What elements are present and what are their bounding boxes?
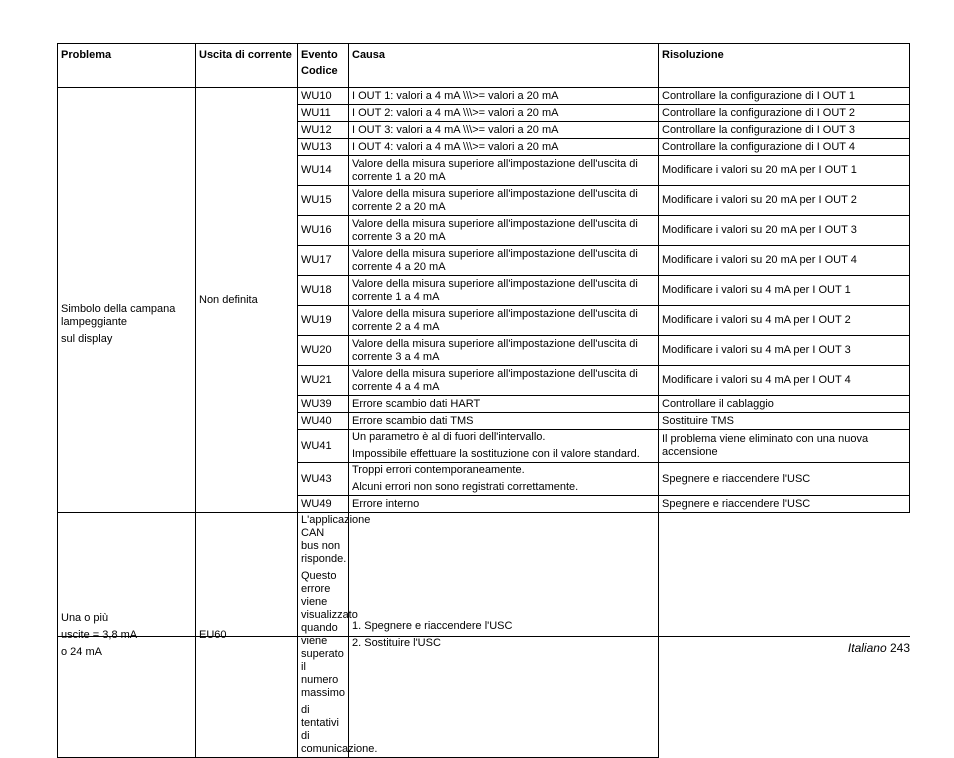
- solution-line: Controllare la configurazione di I OUT 1: [662, 89, 856, 102]
- solution-line: Controllare la configurazione di I OUT 3: [662, 123, 856, 136]
- cause-line: Errore interno: [352, 497, 420, 510]
- solution-line: Modificare i valori su 4 mA per I OUT 1: [662, 284, 851, 296]
- solution-cell: [659, 122, 910, 139]
- solution-line: Modificare i valori su 20 mA per I OUT 3: [662, 224, 857, 236]
- cause-cell: [349, 336, 659, 366]
- cause-cell: [298, 513, 378, 758]
- cause-cell: [349, 139, 659, 156]
- table-row-eu60: [58, 513, 910, 758]
- solution-line: Controllare la configurazione di I OUT 4: [662, 140, 856, 153]
- solution-line: 1. Spegnere e riaccendere l'USC: [352, 620, 513, 632]
- cause-cell: [349, 246, 659, 276]
- cause-cell: [349, 463, 659, 496]
- solution-line: Il problema viene eliminato con una nuova accensione: [662, 433, 869, 458]
- event-code-cell: WU16: [298, 216, 349, 246]
- solution-cell: [659, 496, 910, 513]
- solution-line: Modificare i valori su 20 mA per I OUT 1: [662, 164, 857, 176]
- cause-line: I OUT 4: valori a 4 mA \\\>= valori a 20 mA: [352, 140, 559, 153]
- solution-line: Modificare i valori su 4 mA per I OUT 4: [662, 374, 851, 386]
- solution-cell: [659, 139, 910, 156]
- problem-line: Simbolo della campana lampeggiante: [61, 303, 176, 328]
- cause-cell: [349, 430, 659, 463]
- solution-cell: [349, 513, 659, 758]
- event-code-cell: WU11: [298, 105, 349, 122]
- cause-line: Valore della misura superiore all'impostazione dell'uscita di corrente 3 a 4 mA: [352, 337, 638, 363]
- header-event-line2: Codice: [301, 65, 338, 77]
- solution-line: Modificare i valori su 20 mA per I OUT 4: [662, 254, 857, 266]
- output-cell-group1: Non definita: [196, 88, 298, 513]
- cause-cell: [349, 396, 659, 413]
- cause-line: di tentativi di comunicazione.: [301, 704, 378, 755]
- event-code-cell: WU17: [298, 246, 349, 276]
- troubleshooting-table: [57, 43, 910, 758]
- cause-line: Valore della misura superiore all'impostazione dell'uscita di corrente 3 a 20 mA: [352, 217, 638, 243]
- solution-cell: [659, 336, 910, 366]
- event-code-cell: WU41: [298, 430, 349, 463]
- header-event-line1: Evento: [301, 49, 338, 61]
- solution-cell: [659, 306, 910, 336]
- solution-cell: [659, 413, 910, 430]
- footer-language: Italiano: [847, 641, 887, 655]
- solution-line: Modificare i valori su 4 mA per I OUT 2: [662, 314, 851, 326]
- header-output: Uscita di corrente: [196, 44, 298, 88]
- cause-line: I OUT 2: valori a 4 mA \\\>= valori a 20 mA: [352, 106, 559, 119]
- header-row: [58, 44, 910, 88]
- cause-line: I OUT 3: valori a 4 mA \\\>= valori a 20 mA: [352, 123, 559, 136]
- event-code-cell: WU14: [298, 156, 349, 186]
- table-body: [58, 88, 910, 758]
- cause-cell: [349, 122, 659, 139]
- cause-line: Impossibile effettuare la sostituzione con il valore standard.: [352, 448, 640, 460]
- solution-line: Sostituire TMS: [662, 414, 734, 427]
- page-number: 243: [889, 641, 910, 655]
- cause-cell: [349, 88, 659, 105]
- cause-cell: [349, 496, 659, 513]
- solution-cell: [659, 276, 910, 306]
- cause-line: Errore scambio dati TMS: [352, 414, 474, 427]
- problem-cell: [58, 88, 196, 513]
- header-cause: Causa: [349, 44, 659, 88]
- solution-cell: [659, 156, 910, 186]
- event-code-cell: WU39: [298, 396, 349, 413]
- cause-line: L'applicazione CAN bus non risponde.: [301, 514, 371, 565]
- header-event-code: [298, 44, 349, 88]
- solution-line: 2. Sostituire l'USC: [352, 637, 441, 649]
- solution-line: Controllare la configurazione di I OUT 2: [662, 106, 856, 119]
- cause-line: Errore scambio dati HART: [352, 397, 481, 410]
- solution-cell: [659, 246, 910, 276]
- solution-line: Modificare i valori su 20 mA per I OUT 2: [662, 194, 857, 206]
- cause-line: Valore della misura superiore all'impostazione dell'uscita di corrente 2 a 20 mA: [352, 187, 638, 213]
- event-code-cell: WU10: [298, 88, 349, 105]
- event-code-cell: WU13: [298, 139, 349, 156]
- table-row: [58, 88, 910, 105]
- event-code-cell: EU60: [196, 513, 298, 758]
- event-code-cell: WU49: [298, 496, 349, 513]
- page-footer: [848, 641, 910, 655]
- cause-cell: [349, 186, 659, 216]
- event-code-cell: WU18: [298, 276, 349, 306]
- output-cell-group2: [58, 513, 196, 758]
- cause-line: Valore della misura superiore all'impostazione dell'uscita di corrente 4 a 4 mA: [352, 367, 638, 393]
- cause-cell: [349, 216, 659, 246]
- cause-cell: [349, 276, 659, 306]
- output-line: uscite = 3,8 mA: [61, 628, 138, 641]
- solution-cell: [659, 216, 910, 246]
- solution-cell: [659, 366, 910, 396]
- cause-cell: [349, 366, 659, 396]
- solution-line: Spegnere e riaccendere l'USC: [662, 497, 811, 510]
- solution-line: Controllare il cablaggio: [662, 397, 774, 410]
- cause-line: Valore della misura superiore all'impostazione dell'uscita di corrente 1 a 20 mA: [352, 157, 638, 183]
- cause-line: Questo errore viene visualizzato quando viene superato il numero massimo: [301, 570, 358, 699]
- output-line: o 24 mA: [61, 645, 102, 658]
- event-code-cell: WU15: [298, 186, 349, 216]
- cause-cell: [349, 306, 659, 336]
- footer-divider: [57, 636, 910, 637]
- header-problem: Problema: [58, 44, 196, 88]
- solution-cell: [659, 186, 910, 216]
- cause-line: Valore della misura superiore all'impostazione dell'uscita di corrente 1 a 4 mA: [352, 277, 638, 303]
- cause-line: Valore della misura superiore all'impostazione dell'uscita di corrente 4 a 20 mA: [352, 247, 638, 273]
- event-code-cell: WU43: [298, 463, 349, 496]
- output-line: Una o più: [61, 611, 109, 624]
- solution-cell: [659, 105, 910, 122]
- solution-cell: [659, 463, 910, 496]
- event-code-cell: WU12: [298, 122, 349, 139]
- cause-line: Alcuni errori non sono registrati correttamente.: [352, 481, 579, 493]
- solution-line: Spegnere e riaccendere l'USC: [662, 472, 811, 485]
- solution-cell: [659, 430, 910, 463]
- solution-cell: [659, 88, 910, 105]
- cause-cell: [349, 105, 659, 122]
- header-solution: Risoluzione: [659, 44, 910, 88]
- event-code-cell: WU20: [298, 336, 349, 366]
- problem-line: sul display: [61, 333, 113, 345]
- cause-line: Troppi errori contemporaneamente.: [352, 464, 525, 476]
- cause-line: Valore della misura superiore all'impostazione dell'uscita di corrente 2 a 4 mA: [352, 307, 638, 333]
- event-code-cell: WU21: [298, 366, 349, 396]
- cause-line: Un parametro è al di fuori dell'intervallo.: [352, 431, 546, 443]
- event-code-cell: WU19: [298, 306, 349, 336]
- cause-cell: [349, 156, 659, 186]
- solution-cell: [659, 396, 910, 413]
- event-code-cell: WU40: [298, 413, 349, 430]
- solution-line: Modificare i valori su 4 mA per I OUT 3: [662, 344, 851, 356]
- cause-cell: [349, 413, 659, 430]
- cause-line: I OUT 1: valori a 4 mA \\\>= valori a 20 mA: [352, 89, 559, 102]
